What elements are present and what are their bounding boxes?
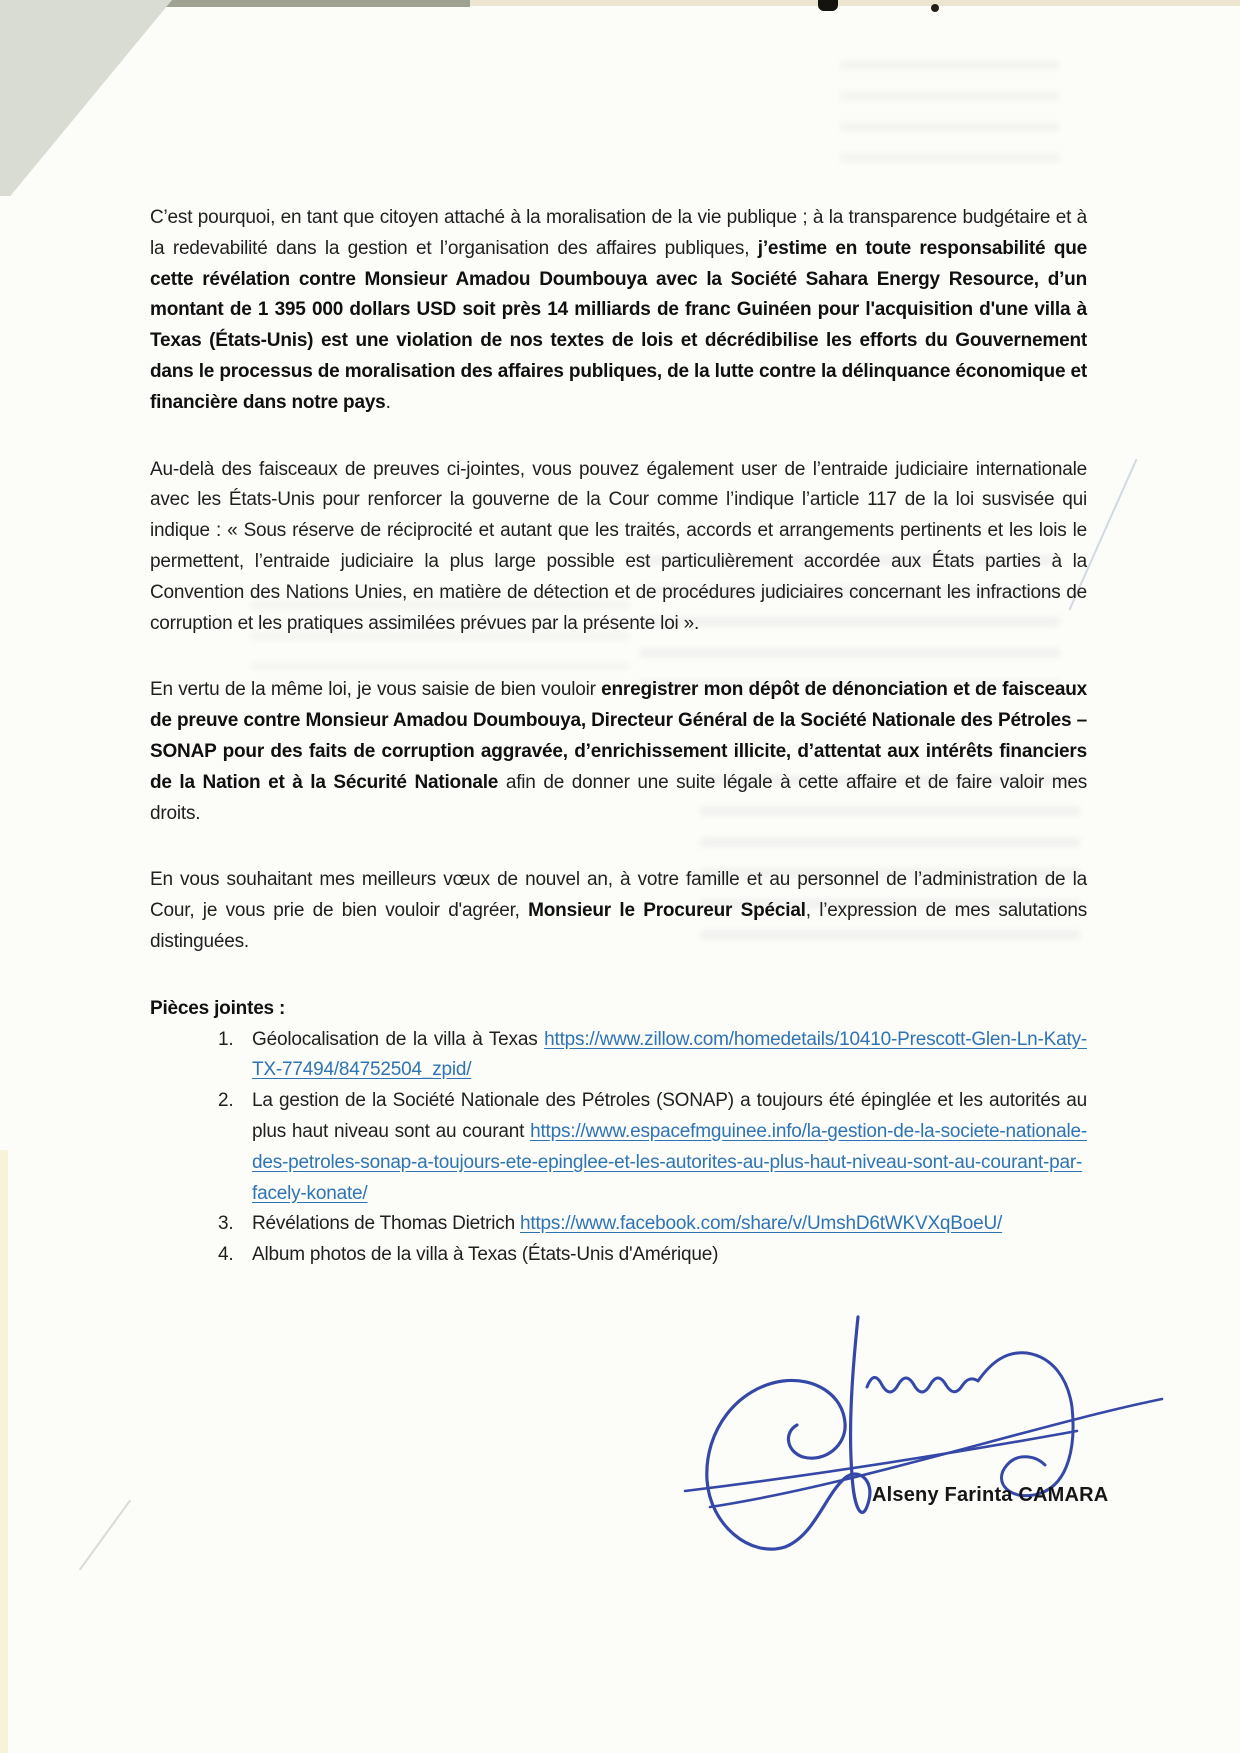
letter-body — [150, 203, 1087, 1271]
attachment-number: 3. — [218, 1213, 234, 1235]
paragraph-text: Au-delà des faisceaux de preuves ci-jointes, vous pouvez également user de l’entraide judiciaire internationale avec les États-Unis pour renforcer la gouverne de la Cour comme l’indique l’article 117 de la loi susvisée qui indique : « Sous réserve de réciprocité et autant que les traités, accords et arrangements pertinents et les lois le permettent, l’entraide judiciaire la plus large possible est particulièrement accordée aux États parties à la Convention des Nations Unies, en matière de détection et de procédures judiciaires concernant les infractions de corruption et les pratiques assimilées prévues par la présente loi ». — [150, 458, 1087, 634]
attachment-body — [252, 1086, 1087, 1209]
scan-scratch-artifact — [79, 1500, 131, 1571]
scan-ink-mark — [931, 4, 939, 12]
attachment-number: 4. — [218, 1244, 234, 1266]
attachment-text: Album photos de la villa à Texas (États-Unis d'Amérique) — [252, 1244, 719, 1266]
paragraph-4 — [150, 865, 1087, 957]
attachment-item — [150, 1025, 1087, 1087]
attachment-text: Géolocalisation de la villa à Texas — [252, 1028, 545, 1050]
attachment-body — [252, 1240, 1087, 1271]
attachment-body — [252, 1025, 1087, 1087]
attachment-link[interactable]: https://www.espacefmguinee.info/la-gestion-de-la-societe-nationale-des-petroles-sonap-a-toujours-ete-epinglee-et-les-autorites-au-plus-haut-niveau-sont-au-courant-par-facely-konate/ — [252, 1120, 1087, 1204]
page-corner-fold — [0, 0, 172, 196]
paragraph-text: En vous souhaitant mes meilleurs vœux de nouvel an, à votre famille et au personnel de l’administration de la Cour, je vous prie de bien vouloir d'agréer, — [150, 869, 1087, 922]
bleedthrough-artifact — [840, 60, 1060, 180]
attachment-link[interactable]: https://www.zillow.com/homedetails/10410-Prescott-Glen-Ln-Katy-TX-77494/84752504_zpid/ — [252, 1028, 1087, 1081]
attachment-item — [150, 1209, 1087, 1240]
attachment-number: 1. — [218, 1028, 234, 1050]
attachment-link[interactable]: https://www.facebook.com/share/v/UmshD6tWKVXqBoeU/ — [520, 1213, 1003, 1235]
attachment-text: Révélations de Thomas Dietrich — [252, 1213, 521, 1235]
paragraph-bold-text: enregistrer mon dépôt de dénonciation et de faisceaux de preuve contre Monsieur Amadou Doumbouya, Directeur Général de la Société Nationale des Pétroles – SONAP pour des faits de corruption aggravée, d’enrichissement illicite, d’attentat aux intérêts financiers de la Nation et à la Sécurité Nationale — [150, 679, 1087, 793]
paragraph-text: . — [385, 391, 391, 413]
attachments-list — [150, 1025, 1087, 1271]
paragraph-3 — [150, 675, 1087, 829]
paragraph-1 — [150, 203, 1087, 419]
attachment-body — [252, 1209, 1087, 1240]
attachment-text: La gestion de la Société Nationale des Pétroles (SONAP) a toujours été épinglée et les autorités au plus haut niveau sont au courant — [252, 1090, 1087, 1142]
scan-edge-strip — [470, 0, 1240, 6]
scan-ink-mark — [818, 0, 838, 11]
attachment-number: 2. — [218, 1090, 234, 1112]
signatory-name: Alseny Farinta CAMARA — [872, 1484, 1109, 1506]
signature-scribble — [655, 1295, 1175, 1580]
paragraph-text: En vertu de la même loi, je vous saisie de bien vouloir — [150, 679, 602, 701]
attachment-item — [150, 1086, 1087, 1209]
paragraph-bold-text: j’estime en toute responsabilité que cette révélation contre Monsieur Amadou Doumbouya avec la Société Sahara Energy Resource, d’un montant de 1 395 000 dollars USD soit près 14 milliards de franc Guinéen pour l'acquisition d'une villa à Texas (États-Unis) est une violation de nos textes de lois et décrédibilise les efforts du Gouvernement dans le processus de moralisation des affaires publiques, de la lutte contre la délinquance économique et financière dans notre pays — [150, 237, 1088, 413]
scan-edge-strip — [0, 1150, 8, 1753]
paragraph-2 — [150, 455, 1087, 640]
attachments-heading: Pièces jointes : — [150, 997, 286, 1019]
paragraph-text: afin de donner une suite légale à cette affaire et de faire valoir mes droits. — [150, 771, 1087, 824]
paragraph-bold-text: Monsieur le Procureur Spécial — [528, 900, 806, 922]
paragraph-text: C’est pourquoi, en tant que citoyen attaché à la moralisation de la vie publique ; à la transparence budgétaire et à la redevabilité dans la gestion et l’organisation des affaires publiques, — [150, 207, 1087, 259]
paragraph-text: , l’expression de mes salutations distinguées. — [150, 900, 1088, 952]
attachment-item — [150, 1240, 1087, 1271]
